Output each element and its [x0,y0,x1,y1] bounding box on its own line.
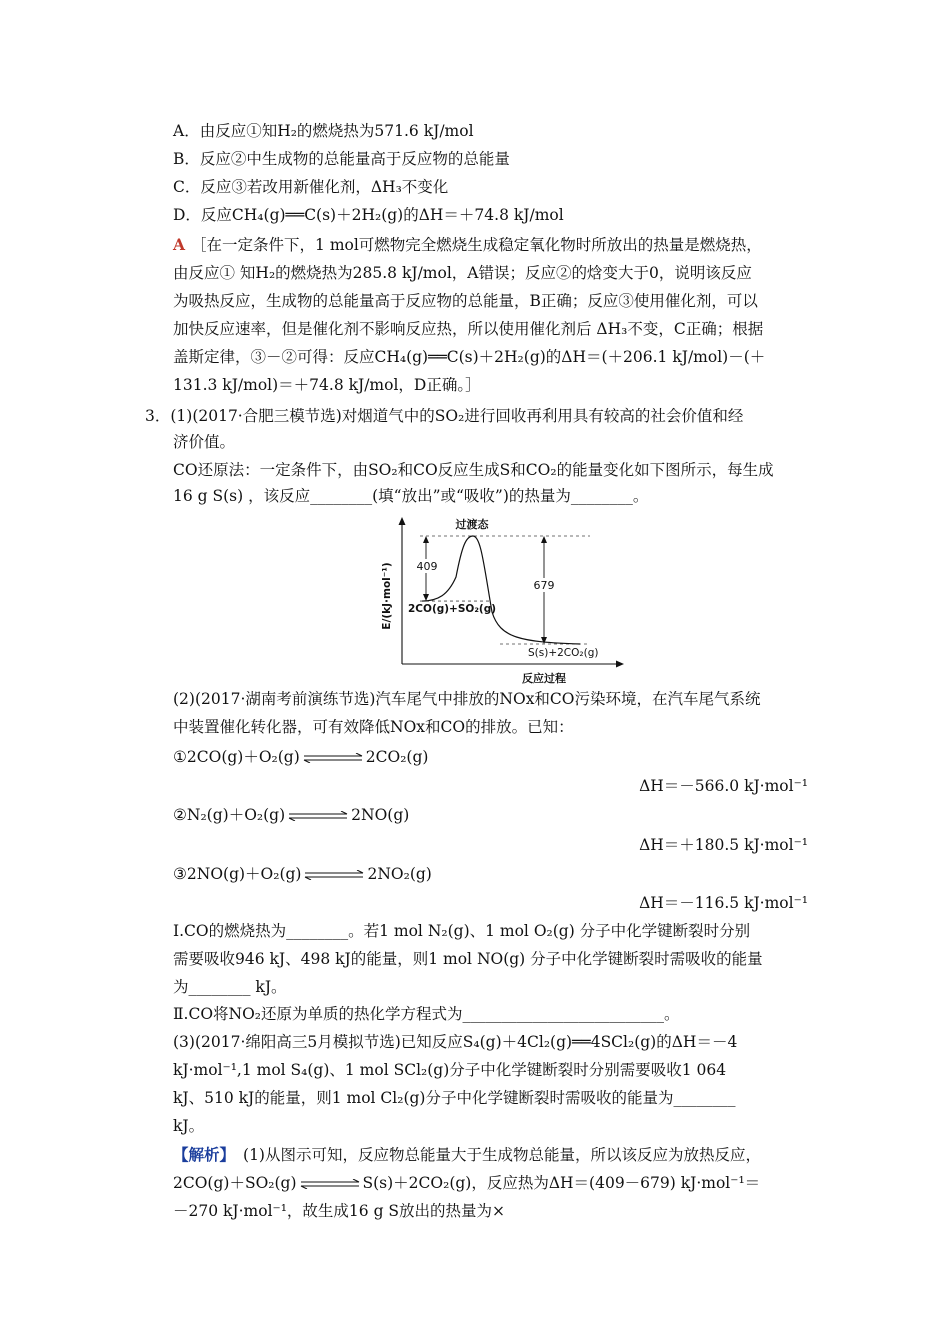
product-label: S(s)+2CO₂(g) [528,647,599,659]
q3-p2-line1: (2)(2017·湖南考前演练节选)汽车尾气中排放的NOx和CO污染环境，在汽车尾气系统 [173,690,761,708]
y-axis-arrow [399,517,406,525]
answer-line-6: 131.3 kJ/mol)＝＋74.8 kJ/mol，D正确。］ [173,376,481,394]
analysis-line2: 2CO(g)＋SO₂(g) S(s)＋2CO₂(g)，反应热为ΔH＝(409－679) kJ·mol⁻¹＝ [173,1174,761,1192]
q3-p3-line2: kJ·mol⁻¹,1 mol S₄(g)、1 mol SCl₂(g)分子中化学键断裂时分别需要吸收1 064 [173,1061,727,1079]
q3-p3-line4: kJ。 [173,1117,205,1135]
answer-line-3: 为吸热反应，生成物的总能量高于反应物的总能量，B正确；反应③使用催化剂，可以 [173,292,758,310]
answer-line-2: 由反应① 知H₂的燃烧热为285.8 kJ/mol，A错误；反应②的焓变大于0，说明该反应 [173,264,752,282]
equation-3-enthalpy: ΔH＝－116.5 kJ·mol⁻¹ [639,894,808,912]
y-axis-label: E/(kJ·mol⁻¹) [381,562,393,630]
equilibrium-arrow-icon [287,811,349,821]
x-axis-label: 反应过程 [522,672,566,685]
equation-1-enthalpy: ΔH＝－566.0 kJ·mol⁻¹ [639,777,808,795]
analysis-line1: 【解析】 (1)从图示可知，反应物总能量大于生成物总能量，所以该反应为放热反应， [173,1145,761,1164]
q3-p1-line2: 济价值。 [173,433,236,451]
analysis-line3: －270 kJ·mol⁻¹，故生成16 g S放出的热量为× [173,1202,506,1220]
option-c: C．反应③若改用新催化剂，ΔH₃不变化 [173,178,449,196]
q3-p1-line3: CO还原法：一定条件下，由SO₂和CO反应生成S和CO₂的能量变化如下图所示，每生成 [173,461,774,479]
q3-p2-line2: 中装置催化转化器，可有效降低NOx和CO的排放。已知： [173,718,574,736]
option-b: B．反应②中生成物的总能量高于反应物的总能量 [173,150,510,168]
equation-1: ①2CO(g)＋O₂(g) 2CO₂(g) [173,748,429,766]
answer-line-4: 加快反应速率，但是催化剂不影响反应热，所以使用催化剂后 ΔH₃不变，C正确；根据 [173,320,764,338]
part-i-line3: 为________ kJ。 [173,978,287,996]
q3-p1-line4: 16 g S(s) ，该反应________(填“放出”或“吸收”)的热量为________。 [173,487,649,505]
answer-line-1: A ［在一定条件下，1 mol可燃物完全燃烧生成稳定氧化物时所放出的热量是燃烧热， [173,235,762,254]
reverse-barrier-label: 679 [533,579,555,592]
equilibrium-arrow-icon [299,1179,361,1189]
answer-line-5: 盖斯定律，③－②可得：反应CH₄(g)══C(s)＋2H₂(g)的ΔH＝(＋206.1 kJ/mol)－(＋ [173,348,766,366]
analysis-tag: 【解析】 [173,1145,236,1164]
activation-energy-label: 409 [416,560,438,573]
equation-2-enthalpy: ΔH＝＋180.5 kJ·mol⁻¹ [639,836,808,854]
part-ii-line1: Ⅱ.CO将NO₂还原为单质的热化学方程式为__________________________。 [173,1005,680,1023]
part-i-line1: Ⅰ.CO的燃烧热为________。若1 mol N₂(g)、1 mol O₂(g) 分子中化学键断裂时分别 [173,922,751,940]
answer-letter: A [173,235,186,254]
option-a: A．由反应①知H₂的燃烧热为571.6 kJ/mol [173,122,474,140]
equation-3: ③2NO(g)＋O₂(g) 2NO₂(g) [173,865,432,883]
energy-curve [422,536,580,644]
x-axis-arrow [616,661,624,668]
part-i-line2: 需要吸收946 kJ、498 kJ的能量，则1 mol NO(g) 分子中化学键断裂时需吸收的能量 [173,950,763,968]
option-d: D．反应CH₄(g)══C(s)＋2H₂(g)的ΔH＝＋74.8 kJ/mol [173,206,564,224]
q3-p3-line3: kJ、510 kJ的能量，则1 mol Cl₂(g)分子中化学键断裂时需吸收的能量为________ [173,1089,736,1107]
equation-2: ②N₂(g)＋O₂(g) 2NO(g) [173,806,410,824]
q3-p1-line1: 3．(1)(2017·合肥三模节选)对烟道气中的SO₂进行回收再利用具有较高的社会价值和经 [145,407,744,425]
reactant-label: 2CO(g)+SO₂(g) [408,603,497,615]
energy-diagram [380,516,630,686]
q3-p3-line1: (3)(2017·绵阳高三5月模拟节选)已知反应S₄(g)＋4Cl₂(g)══4SCl₂(g)的ΔH＝－4 [173,1033,738,1051]
equilibrium-arrow-icon [303,870,365,880]
transition-state-label: 过渡态 [455,518,489,531]
equilibrium-arrow-icon [302,753,364,763]
